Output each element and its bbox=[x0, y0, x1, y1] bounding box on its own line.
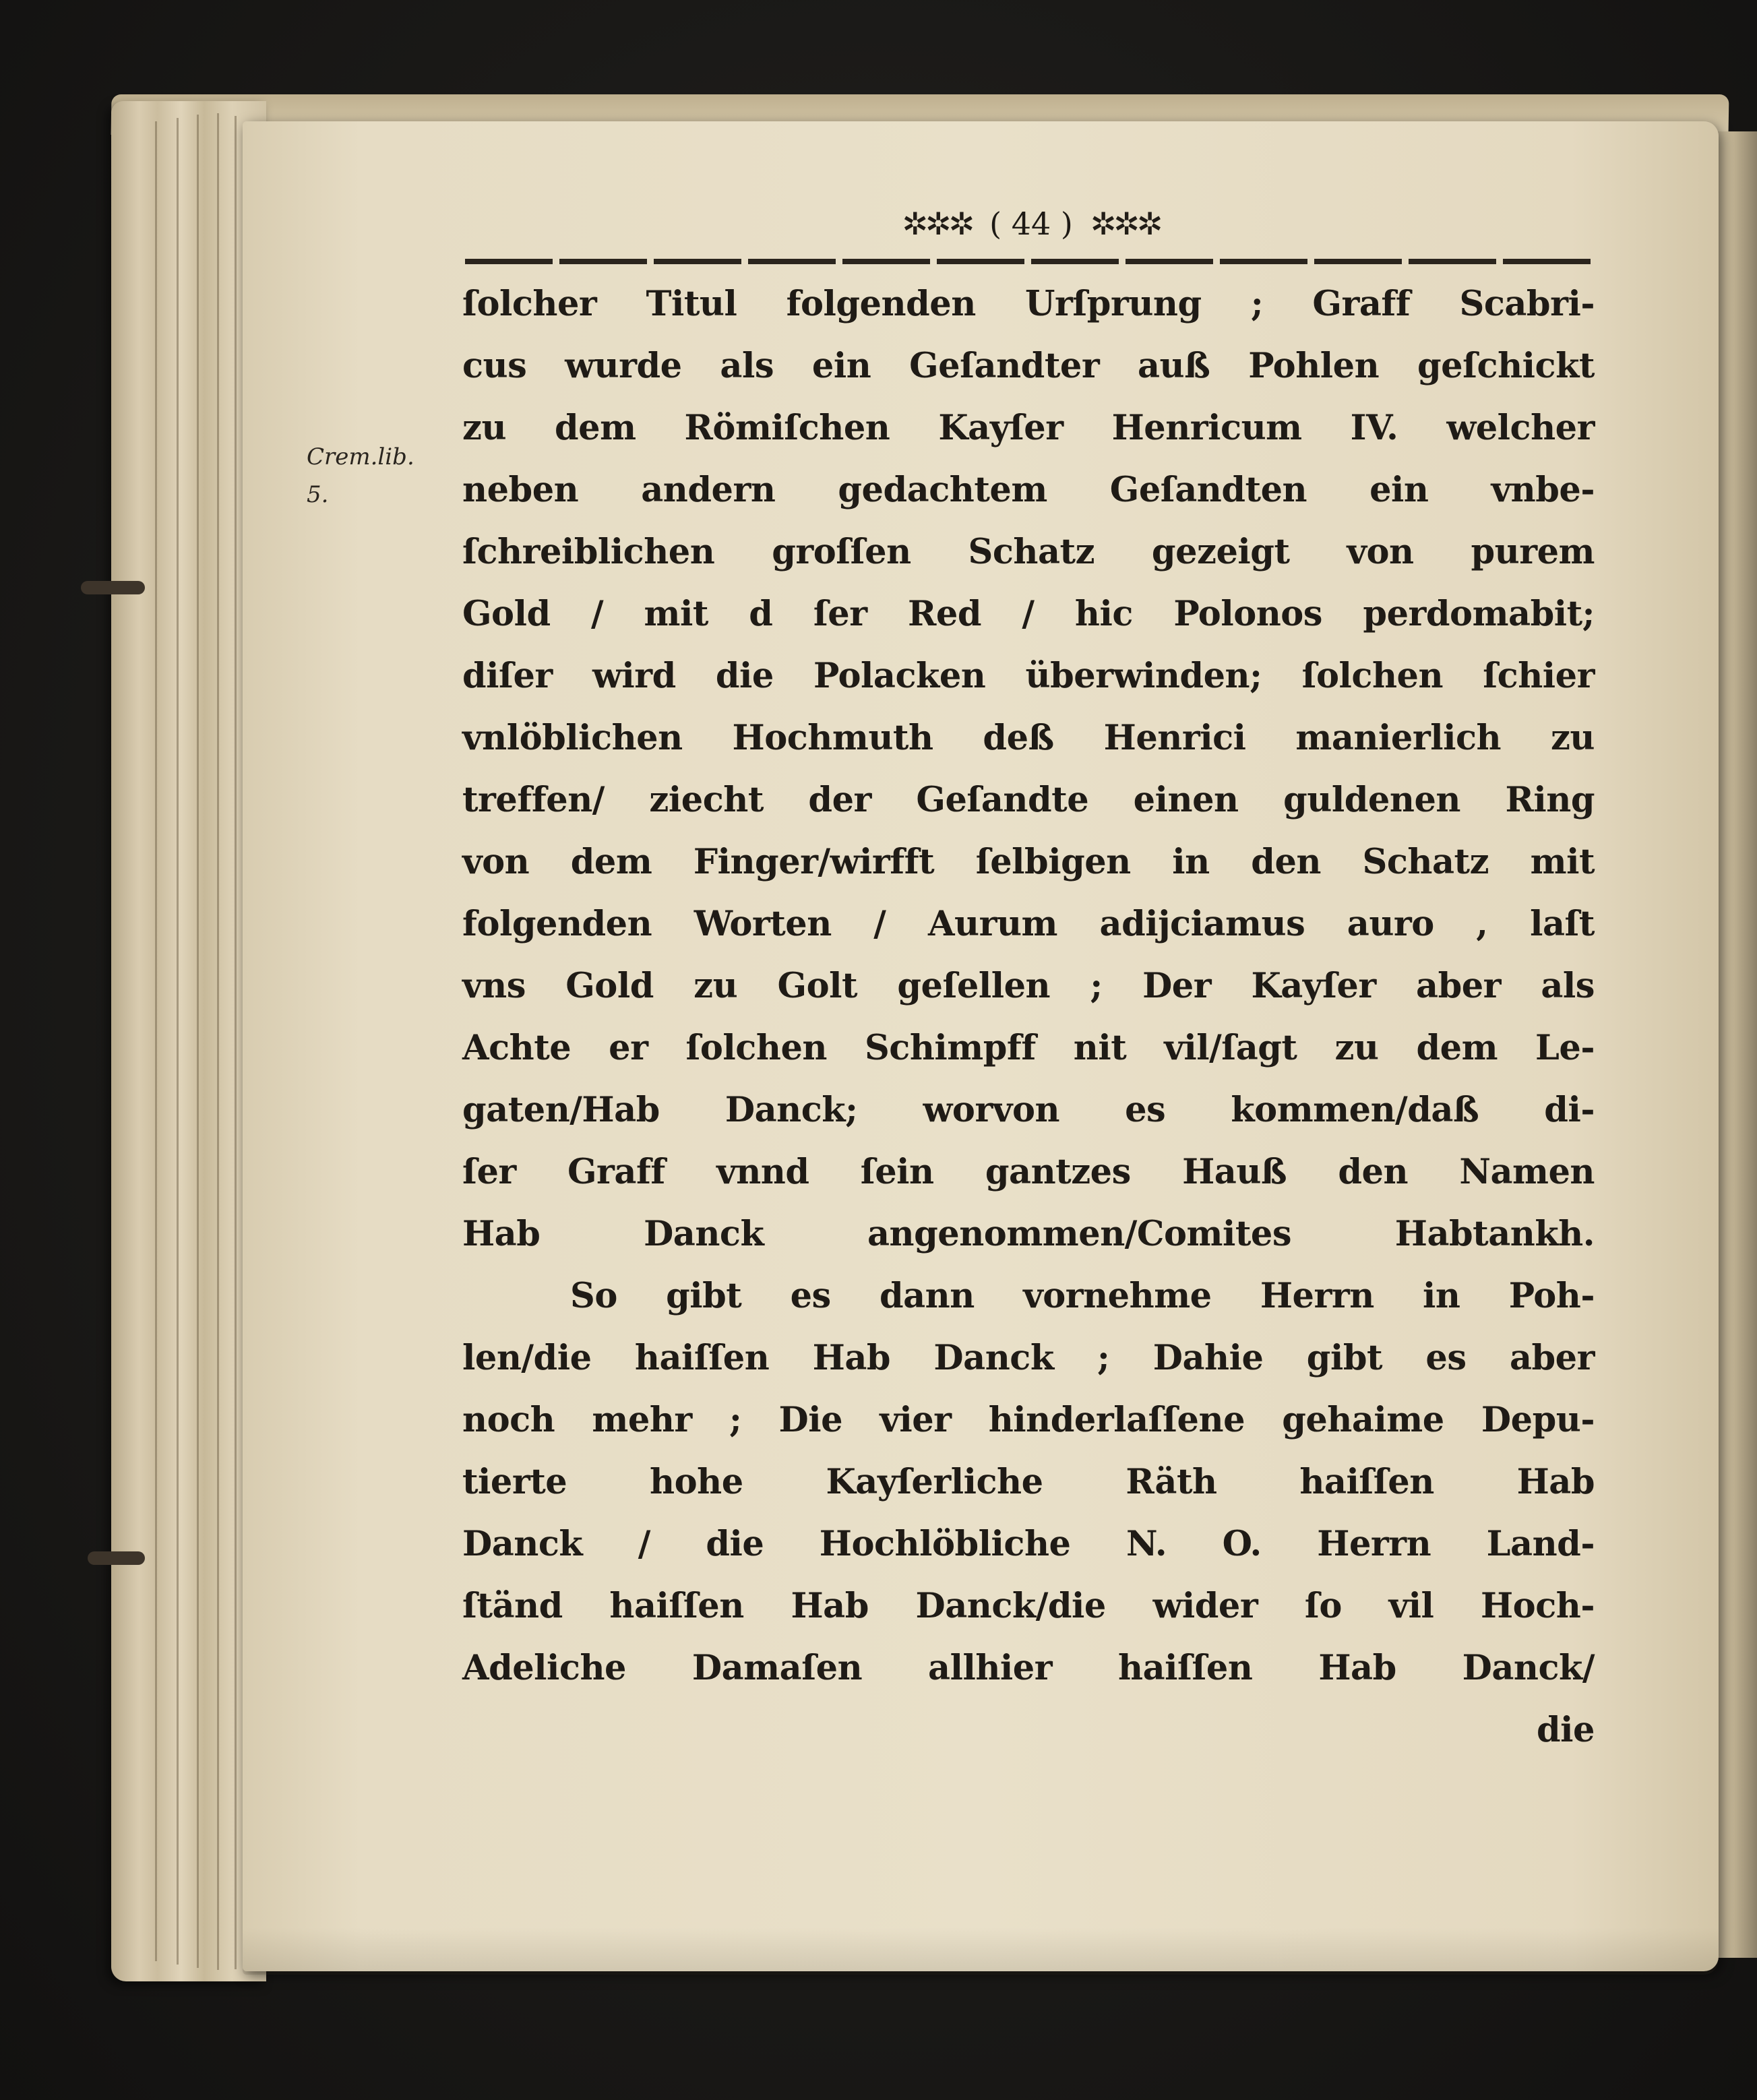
body-text bbox=[462, 273, 1595, 1761]
text-line: Gold / mit d ſer Red / hic Polonos perdomabit; bbox=[462, 594, 1595, 634]
text-line: Adeliche Damaſen allhier haiſſen Hab Danck/ bbox=[462, 1648, 1595, 1688]
text-line: ſer Graff vnnd ſein gantzes Hauß den Namen bbox=[462, 1152, 1595, 1192]
text-line: zu dem Römiſchen Kayſer Henricum IV. welcher bbox=[462, 408, 1595, 448]
header-ornament-left: ✲✲✲ bbox=[902, 206, 973, 242]
header-rule bbox=[465, 259, 1591, 264]
text-line: cus wurde als ein Geſandter auß Pohlen geſchickt bbox=[462, 346, 1595, 386]
text-line: vnlöblichen Hochmuth deß Henrici manierlich zu bbox=[462, 718, 1595, 758]
text-line: tierte hohe Kayſerliche Räth haiſſen Hab bbox=[462, 1462, 1595, 1502]
text-line: Achte er ſolchen Schimpff nit vil/ſagt zu dem Le- bbox=[462, 1028, 1595, 1068]
binding-tie bbox=[81, 581, 145, 594]
margin-note bbox=[307, 438, 455, 514]
page-shadow bbox=[243, 1927, 1719, 1975]
header-ornament-right: ✲✲✲ bbox=[1090, 206, 1161, 242]
text-line: Danck / die Hochlöbliche N. O. Herrn Land- bbox=[462, 1524, 1595, 1564]
text-line: diſer wird die Polacken überwinden; ſolchen ſchier bbox=[462, 656, 1595, 696]
text-line: So gibt es dann vornehme Herrn in Poh- bbox=[570, 1276, 1595, 1316]
page-edge-line bbox=[177, 118, 179, 1965]
running-header bbox=[775, 197, 1287, 251]
page-number: ( 44 ) bbox=[989, 206, 1073, 242]
text-line: gaten/Hab Danck; worvon es kommen/daß di- bbox=[462, 1090, 1595, 1130]
text-line: treffen/ ziecht der Geſandte einen guldenen Ring bbox=[462, 780, 1595, 820]
margin-note-line: Crem.lib. bbox=[307, 443, 414, 470]
page-edge-line bbox=[155, 121, 157, 1961]
page-edge-line bbox=[235, 116, 237, 1969]
page-edge-line bbox=[197, 115, 199, 1968]
text-line: folgenden Worten / Aurum adijciamus auro , laſt bbox=[462, 904, 1595, 944]
text-line: ſolcher Titul folgenden Urſprung ; Graff Scabri- bbox=[462, 284, 1595, 324]
text-line: vns Gold zu Golt geſellen ; Der Kayſer aber als bbox=[462, 966, 1595, 1006]
margin-note-line: 5. bbox=[307, 481, 329, 508]
text-line: von dem Finger/wirfft ſelbigen in den Schatz mit bbox=[462, 842, 1595, 882]
text-line: neben andern gedachtem Geſandten ein vnbe- bbox=[462, 470, 1595, 510]
page-edge-line bbox=[217, 113, 219, 1970]
text-line: noch mehr ; Die vier hinderlaſſene gehaime Depu- bbox=[462, 1400, 1595, 1440]
text-line: ſtänd haiſſen Hab Danck/die wider ſo vil Hoch- bbox=[462, 1586, 1595, 1626]
text-line: Hab Danck angenommen/Comites Habtankh. bbox=[462, 1214, 1595, 1254]
text-line: ſchreiblichen groſſen Schatz gezeigt von purem bbox=[462, 532, 1595, 572]
text-line: len/die haiſſen Hab Danck ; Dahie gibt es aber bbox=[462, 1338, 1595, 1378]
catchword: die bbox=[1537, 1710, 1595, 1750]
binding-tie bbox=[88, 1551, 145, 1565]
